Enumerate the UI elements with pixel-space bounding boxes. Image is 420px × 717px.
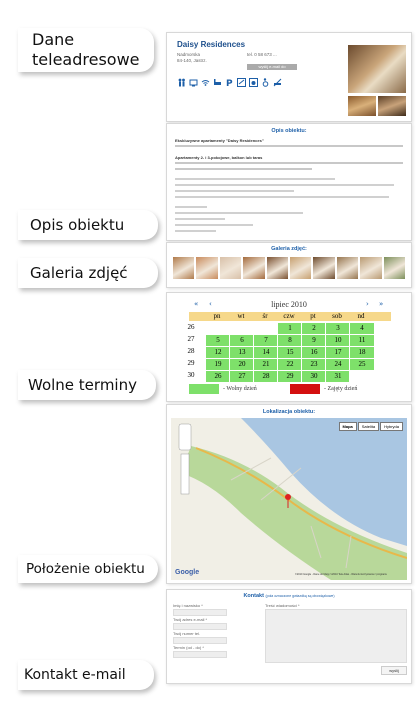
cal-day-free[interactable]: 29 <box>277 370 303 383</box>
map-type-satellite-button[interactable]: Satelita <box>358 422 379 431</box>
gallery-thumb[interactable] <box>243 257 264 279</box>
cal-day-free[interactable]: 14 <box>253 346 279 359</box>
google-map[interactable] <box>171 418 407 580</box>
cal-day-free[interactable]: 12 <box>205 346 231 359</box>
cal-day-free[interactable]: 5 <box>205 334 231 347</box>
cal-day-empty <box>349 370 375 383</box>
cal-day-free[interactable]: 23 <box>301 358 327 371</box>
legend-busy-label: - Zajęty dzień <box>324 386 358 392</box>
send-button[interactable]: wyślij <box>381 666 407 675</box>
tv-icon <box>189 78 198 87</box>
message-textarea[interactable] <box>265 609 407 663</box>
description-bold-line: Ekskluzywne apartamenty "Daisy Residences" <box>175 138 264 143</box>
cal-day-header: sob <box>332 312 342 320</box>
calendar-panel <box>166 292 412 402</box>
listing-name: Daisy Residences <box>177 40 246 49</box>
cal-next-month[interactable]: › <box>366 300 369 308</box>
accessible-icon <box>261 78 270 87</box>
cal-day-free[interactable]: 19 <box>205 358 231 371</box>
listing-photo-thumb-2[interactable] <box>378 96 406 116</box>
cal-day-header: pt <box>310 312 316 320</box>
label-email: Kontakt e-mail <box>18 660 154 690</box>
map-title: Lokalizacja obiektu: <box>262 409 316 415</box>
smoking-icon <box>273 78 282 87</box>
map-copyright: ©2010 Google - Dane do Mapy ©2010 Tele Atlas - Warunki korzystania z programu <box>295 573 388 576</box>
cal-day-free[interactable]: 2 <box>301 322 327 335</box>
cal-day-free[interactable]: 6 <box>229 334 255 347</box>
cal-day-free[interactable]: 4 <box>349 322 375 335</box>
gallery-thumb[interactable] <box>337 257 358 279</box>
cal-day-free[interactable]: 8 <box>277 334 303 347</box>
google-logo: Google <box>175 569 200 576</box>
cal-prev-year[interactable]: « <box>194 300 199 308</box>
pets-icon <box>249 78 258 87</box>
cal-day-header: śr <box>262 312 268 320</box>
cal-next-year[interactable]: » <box>379 300 384 308</box>
gallery-thumb[interactable] <box>384 257 405 279</box>
label-location: Położenie obiektu <box>18 555 158 583</box>
description-bold-line-2: Apartamenty 2- i 3-pokojowe, balkon lub taras <box>175 155 263 160</box>
cal-week-number: 27 <box>187 335 195 343</box>
cal-week-number: 30 <box>187 371 195 379</box>
cal-day-header: czw <box>283 312 295 320</box>
field-phone-input[interactable] <box>173 637 227 644</box>
amenity-icons-row <box>177 78 282 87</box>
cal-day-free[interactable]: 18 <box>349 346 375 359</box>
svg-text:P: P <box>226 79 233 87</box>
cal-prev-month[interactable]: ‹ <box>209 300 212 308</box>
field-dates-input[interactable] <box>173 651 227 658</box>
label-contact-data: Dane teleadresowe <box>18 28 154 72</box>
gallery-thumb[interactable] <box>290 257 311 279</box>
cal-day-header: nd <box>357 312 365 320</box>
cal-day-free[interactable]: 21 <box>253 358 279 371</box>
wifi-icon <box>201 78 210 87</box>
field-phone-label: Twój numer tel. <box>173 631 201 636</box>
cal-day-free[interactable]: 25 <box>349 358 375 371</box>
cal-day-free[interactable]: 22 <box>277 358 303 371</box>
gallery-panel <box>166 242 412 288</box>
gallery-thumb[interactable] <box>220 257 241 279</box>
field-name-label: Imię i nazwisko * <box>173 603 203 608</box>
cal-day-free[interactable]: 13 <box>229 346 255 359</box>
label-availability: Wolne terminy <box>18 370 156 400</box>
cal-day-free[interactable]: 30 <box>301 370 327 383</box>
cal-day-free[interactable]: 1 <box>277 322 303 335</box>
cal-week-number: 29 <box>187 359 195 367</box>
gallery-thumb[interactable] <box>196 257 217 279</box>
gallery-title: Galeria zdjęć: <box>271 246 307 252</box>
cal-day-free[interactable]: 15 <box>277 346 303 359</box>
phone-number: tel. 0 58 673 ... <box>247 52 277 57</box>
kitchen-icon <box>237 78 246 87</box>
field-email-label: Twój adres e-mail * <box>173 617 208 622</box>
cal-day-header: pn <box>213 312 221 320</box>
people-icon <box>177 78 186 87</box>
contact-panel <box>166 589 412 684</box>
legend-busy-swatch <box>290 384 320 394</box>
map-type-controls <box>339 422 403 431</box>
gallery-thumb[interactable] <box>313 257 334 279</box>
contact-title: Kontakt (pola oznaczone gwiazdką są obowiązkowe) <box>243 593 335 599</box>
gallery-thumb[interactable] <box>173 257 194 279</box>
parking-icon <box>225 78 234 87</box>
cal-week-number: 28 <box>187 347 195 355</box>
description-text-block-1 <box>175 145 403 151</box>
cal-day-free[interactable]: 16 <box>301 346 327 359</box>
label-gallery: Galeria zdjęć <box>18 258 158 288</box>
gallery-strip <box>173 257 405 279</box>
message-label: Treść wiadomości * <box>265 603 300 608</box>
cal-day-free[interactable]: 27 <box>229 370 255 383</box>
bath-icon <box>213 78 222 87</box>
address-block: Nadmorska 84-140, Jastrz. <box>177 52 207 63</box>
cal-day-free[interactable]: 11 <box>349 334 375 347</box>
cal-day-free[interactable]: 24 <box>325 358 351 371</box>
map-type-hybrid-button[interactable]: Hybryda <box>380 422 403 431</box>
send-mail-button[interactable]: wyślij e-mail do <box>247 64 297 70</box>
legend-free-swatch <box>189 384 219 394</box>
legend-free-label: - Wolny dzień <box>223 386 257 392</box>
field-email-input[interactable] <box>173 623 227 630</box>
cal-day-free[interactable]: 17 <box>325 346 351 359</box>
gallery-thumb[interactable] <box>360 257 381 279</box>
map-panel <box>166 404 412 584</box>
cal-month-title: lipiec 2010 <box>271 300 307 309</box>
field-dates-label: Termin (od - do) * <box>173 645 204 650</box>
gallery-thumb[interactable] <box>267 257 288 279</box>
listing-photo-thumb-1[interactable] <box>348 96 376 116</box>
cal-day-free[interactable]: 28 <box>253 370 279 383</box>
cal-day-free[interactable]: 3 <box>325 322 351 335</box>
cal-week-number: 26 <box>187 323 195 331</box>
map-type-map-button[interactable]: Mapa <box>339 422 357 431</box>
cal-day-free[interactable]: 20 <box>229 358 255 371</box>
cal-day-free[interactable]: 10 <box>325 334 351 347</box>
field-name-input[interactable] <box>173 609 227 616</box>
description-panel <box>166 123 412 241</box>
listing-header-panel <box>166 32 412 122</box>
cal-day-free[interactable]: 9 <box>301 334 327 347</box>
cal-day-free[interactable]: 7 <box>253 334 279 347</box>
label-description: Opis obiektu <box>18 210 158 240</box>
listing-photo-main[interactable] <box>348 45 406 93</box>
cal-day-free[interactable]: 26 <box>205 370 231 383</box>
cal-day-free[interactable]: 31 <box>325 370 351 383</box>
description-title: Opis obiektu: <box>271 128 307 134</box>
description-text-block-2 <box>175 162 403 236</box>
cal-day-header: wt <box>237 312 245 320</box>
